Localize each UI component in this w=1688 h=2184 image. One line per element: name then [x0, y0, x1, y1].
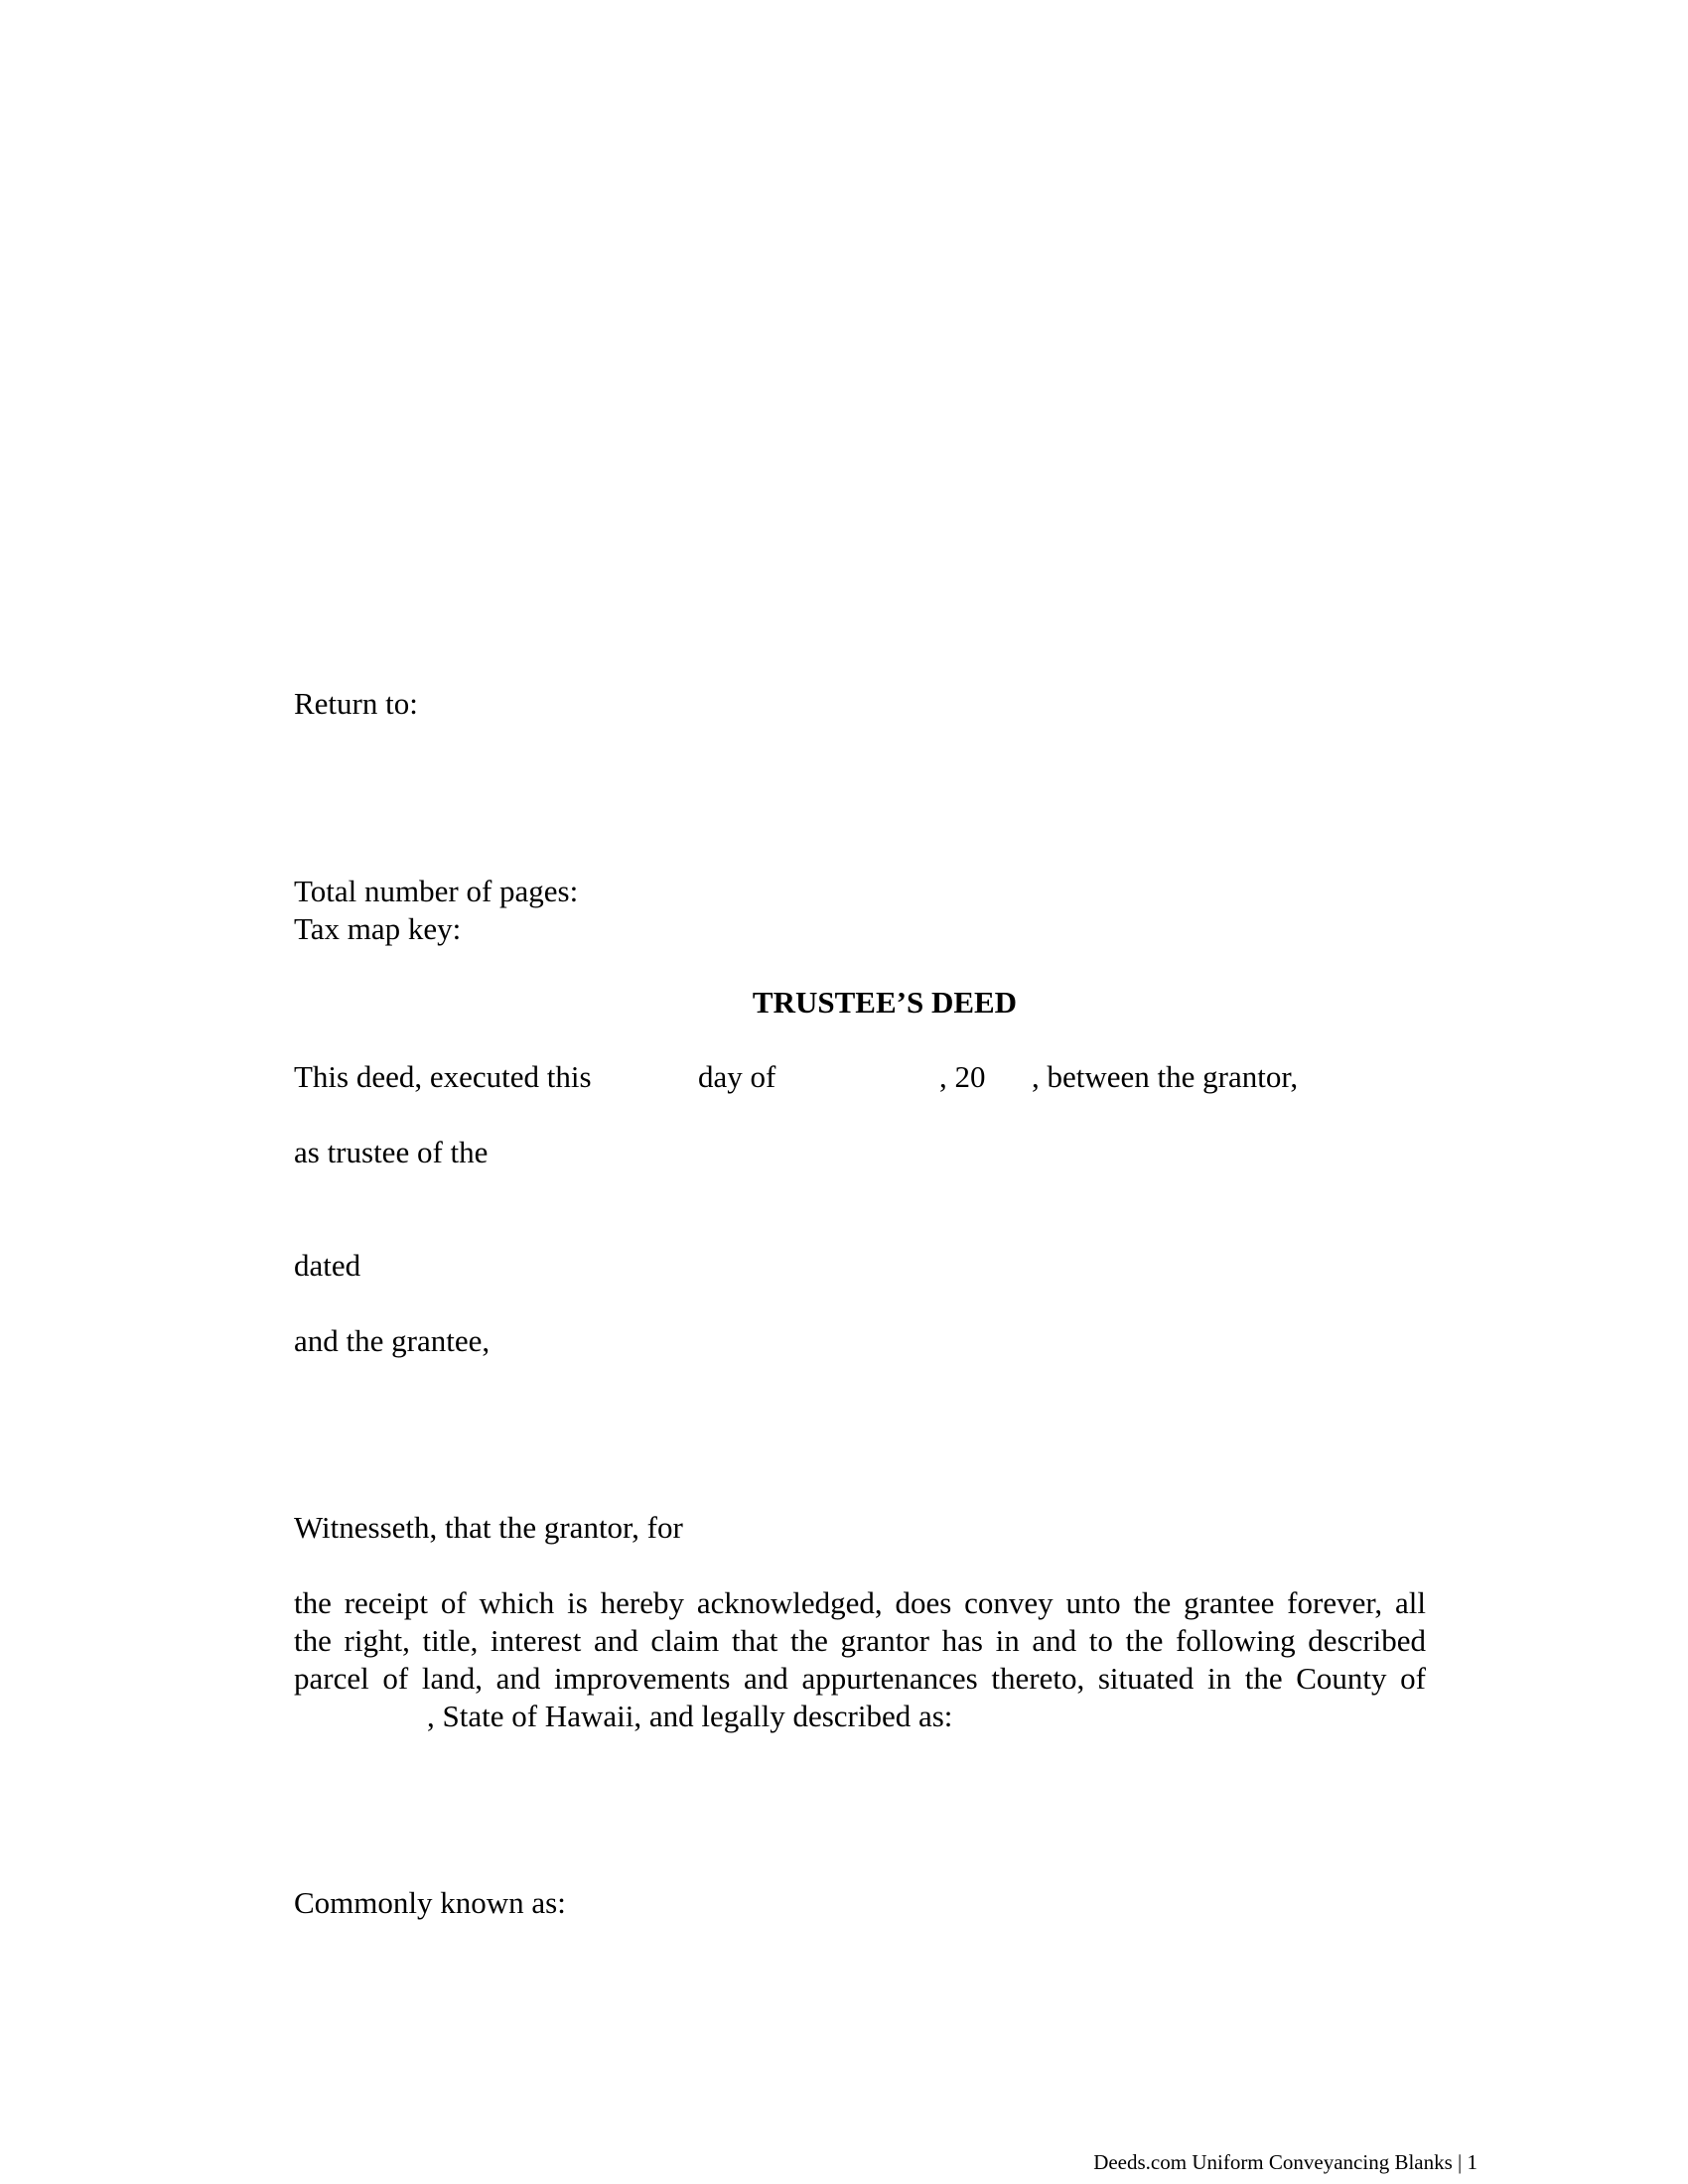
- execution-text-4: , between the grantor,: [1032, 1059, 1299, 1094]
- document-title: TRUSTEE’S DEED: [752, 985, 1018, 1020]
- total-pages-label: Total number of pages:: [294, 874, 579, 908]
- return-to-label: Return to:: [294, 686, 418, 721]
- witnesseth-label: Witnesseth, that the grantor, for: [294, 1510, 683, 1545]
- conveyance-line-2: the right, title, interest and claim that the grantor has in and to the following described: [294, 1623, 1426, 1658]
- trustee-label: as trustee of the: [294, 1135, 489, 1169]
- page-footer: Deeds.com Uniform Conveyancing Blanks | 1: [1093, 2150, 1477, 2174]
- grantee-label: and the grantee,: [294, 1323, 491, 1358]
- execution-text-1: This deed, executed this: [294, 1059, 592, 1094]
- conveyance-line-3: parcel of land, and improvements and appurtenances thereto, situated in the County of: [294, 1661, 1426, 1696]
- dated-label: dated: [294, 1248, 361, 1283]
- conveyance-line-1: the receipt of which is hereby acknowledged, does convey unto the grantee forever, all: [294, 1585, 1426, 1620]
- tax-map-key-label: Tax map key:: [294, 911, 462, 946]
- conveyance-paragraph: [294, 1584, 1426, 1735]
- execution-text-3: , 20: [939, 1059, 986, 1094]
- commonly-known-label: Commonly known as:: [294, 1885, 566, 1920]
- execution-text-2: day of: [698, 1059, 776, 1094]
- conveyance-line-4: , State of Hawaii, and legally described as:: [427, 1699, 953, 1733]
